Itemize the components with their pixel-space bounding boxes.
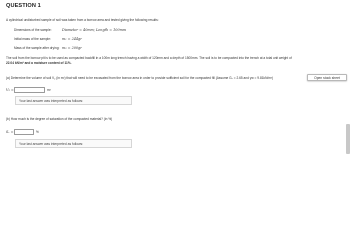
volume-answer-input[interactable] bbox=[14, 87, 45, 93]
saturation-answer-input[interactable] bbox=[14, 129, 34, 135]
open-sheet-button[interactable]: Open stock sheet bbox=[307, 74, 347, 81]
part-b-answer-label: Sᵣ = bbox=[6, 130, 14, 134]
problem-body-line2: 22.04 kN/m³ and a moisture content of 11%. bbox=[6, 61, 72, 65]
initial-mass-label: Initial mass of the sample: bbox=[14, 37, 51, 41]
dry-mass-label: Mass of the sample after drying: bbox=[14, 46, 60, 50]
side-scroll-handle[interactable] bbox=[346, 124, 350, 154]
problem-body-line1: The soil from the borrow pit is to be used as compacted backfill in a 100m long trench having a width of 120mm and a depth of 1500mm. The soil is to be compacted into the trench at a total unit weight of bbox=[6, 56, 292, 60]
dry-mass-value: m₂ = 200gr bbox=[62, 45, 82, 50]
part-a-unit: m³ bbox=[47, 88, 51, 92]
initial-mass-value: m₁ = 244gr bbox=[62, 36, 82, 41]
dimensions-value: Diameter = 40mm; Length = 100mm bbox=[62, 27, 127, 32]
part-a-feedback-text: Your last answer was interpreted as follows: bbox=[19, 99, 84, 103]
part-b-feedback-box bbox=[15, 139, 132, 148]
part-b-unit: % bbox=[36, 130, 39, 134]
dimensions-label: Dimensions of the sample: bbox=[14, 28, 52, 32]
part-a-feedback-box bbox=[15, 96, 132, 105]
part-b-feedback-text: Your last answer was interpreted as follows: bbox=[19, 142, 84, 146]
question-intro: A cylindrical undisturbed sample of soil was taken from a borrow area and tested giving the following results: bbox=[6, 18, 159, 22]
question-title: QUESTION 1 bbox=[6, 3, 41, 9]
part-a-answer-label: V₂ = bbox=[6, 88, 14, 92]
part-b-text: (b) How much is the degree of saturation of the compacted material? (in %) bbox=[6, 117, 113, 121]
part-a-text: (a) Determine the volume of soil V₂ (in m³) that will need to be excavated from the borrow area in order to provide sufficient soil for the compacted fill (Assume Gₛ = 2.65 and γw = 9.81kN/m³) bbox=[6, 76, 274, 80]
